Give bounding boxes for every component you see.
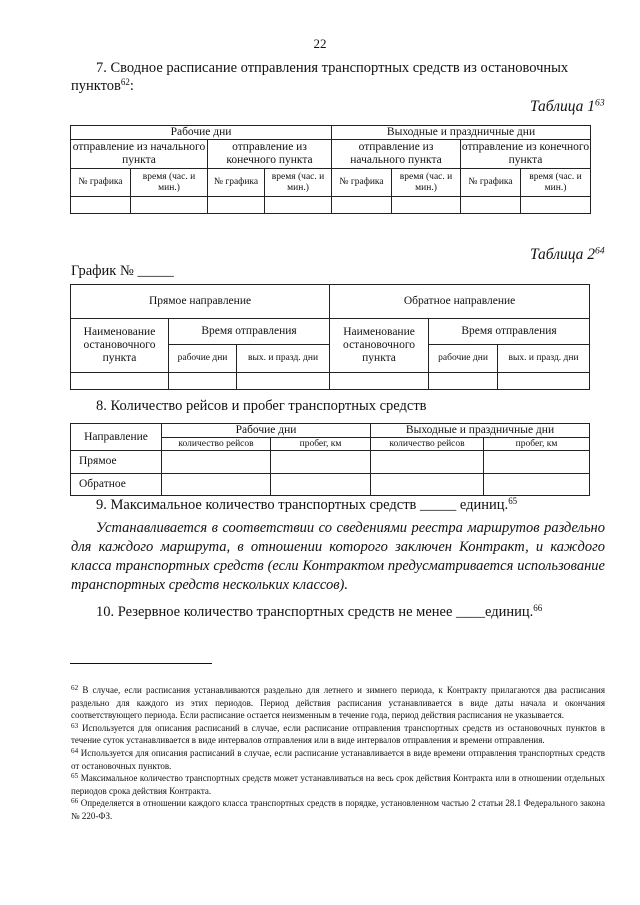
t3-mileage: пробег, км xyxy=(271,437,371,450)
table-1 xyxy=(70,125,591,214)
t2-workdays: рабочие дни xyxy=(169,345,237,373)
t1-col-time: время (час. и мин.) xyxy=(265,169,332,197)
italic-note: Устанавливается в соответствии со сведениями реестра маршрутов раздельно для каждого маршрута, в отношении которого заключен Контракт, и каждого класса транспортных средств (если Контрактом предусматривается использование транспортных средств нескольких классов). xyxy=(71,520,605,593)
t3-holidays: Выходные и праздничные дни xyxy=(371,424,590,438)
t1-sub-start-2: отправление из начального пункта xyxy=(332,140,461,169)
t2-dep-time: Время отправления xyxy=(169,319,330,345)
t3-direction: Направление xyxy=(71,424,162,451)
table-2-caption: Таблица $2^{64}$ xyxy=(530,245,605,263)
t2-stop-name: Наименование остановочного пункта xyxy=(71,319,169,373)
footnote-63: $^{63}$ Используется для описания расписаний в случае, если расписание отправления транспортных средств из остановочных пунктов в течение суток устанавливается в виде интервалов отправления или в виде интервалов отправления и времени отправления. xyxy=(71,721,605,746)
footnote-62: $^{62}$ В случае, если расписания устанавливаются раздельно для летнего и зимнего периода, к Контракту прилагаются два расписания раздельно для каждого из этих периодов. Период действия расписания устанавливается в виде даты начала и окончания соответствующего периода. Если расписание остается неизменным в течение года, период действия расписания не указывается. xyxy=(71,684,605,721)
footnote-separator xyxy=(70,663,212,664)
t3-workdays: Рабочие дни xyxy=(162,424,371,438)
t1-col-no: № графика xyxy=(71,169,131,197)
t2-stop-name: Наименование остановочного пункта xyxy=(330,319,429,373)
t1-col-time: время (час. и мин.) xyxy=(521,169,591,197)
footnote-65: $^{65}$ Максимальное количество транспортных средств может устанавливаться на весь срок действия Контракта или в отношении отдельных периодов срока действия Контракта. xyxy=(71,772,605,796)
t2-dep-time: Время отправления xyxy=(429,319,590,345)
section-7-heading: 7. Сводное расписание отправления транспортных средств из остановочных xyxy=(96,60,569,76)
t2-workdays: рабочие дни xyxy=(429,345,498,373)
t3-row-forward: Прямое xyxy=(71,450,162,473)
section-7-heading-cont: пунктов$^{62}$: xyxy=(71,77,134,94)
footnotes xyxy=(71,684,605,823)
table-row xyxy=(71,473,590,495)
t2-holidays: вых. и празд. дни xyxy=(498,345,590,373)
t3-mileage: пробег, км xyxy=(484,437,590,450)
t2-forward: Прямое направление xyxy=(71,285,330,319)
t1-sub-end-2: отправление из конечного пункта xyxy=(461,140,591,169)
t1-sub-start: отправление из начального пункта xyxy=(71,140,208,169)
t1-col-time: время (час. и мин.) xyxy=(392,169,461,197)
t1-group-workdays: Рабочие дни xyxy=(71,126,332,140)
t3-trips: количество рейсов xyxy=(162,437,271,450)
t1-group-holidays: Выходные и праздничные дни xyxy=(332,126,591,140)
t1-sub-end: отправление из конечного пункта xyxy=(208,140,332,169)
table-2 xyxy=(70,284,590,390)
t3-row-backward: Обратное xyxy=(71,473,162,495)
t2-holidays: вых. и празд. дни xyxy=(237,345,330,373)
table-3 xyxy=(70,423,590,496)
table-row xyxy=(71,450,590,473)
footnote-66: $^{66}$ Определяется в отношении каждого класса транспортных средств в порядке, установленном частью 2 статьи 28.1 Федерального закона № 220-ФЗ. xyxy=(71,797,605,821)
t2-backward: Обратное направление xyxy=(330,285,590,319)
section-9-heading: 9. Максимальное количество транспортных средств _____ единиц.$^{65}$ xyxy=(96,496,518,513)
schedule-number-label: График № _____ xyxy=(71,263,174,279)
table-1-caption: Таблица $1^{63}$ xyxy=(530,97,605,115)
t1-col-no: № графика xyxy=(208,169,265,197)
table-row xyxy=(71,197,591,214)
section-10-heading: 10. Резервное количество транспортных средств не менее ____единиц.$^{66}$ xyxy=(96,603,543,620)
page-number: 22 xyxy=(313,36,327,51)
table-row xyxy=(71,373,590,390)
t1-col-no: № графика xyxy=(332,169,392,197)
t1-col-time: время (час. и мин.) xyxy=(131,169,208,197)
section-8-heading: 8. Количество рейсов и пробег транспортных средств xyxy=(96,398,427,414)
t3-trips: количество рейсов xyxy=(371,437,484,450)
t1-col-no: № графика xyxy=(461,169,521,197)
footnote-64: $^{64}$ Используется для описания расписаний в случае, если расписание устанавливается в виде времени отправления транспортных средств от остановочных пунктов. xyxy=(71,747,605,771)
